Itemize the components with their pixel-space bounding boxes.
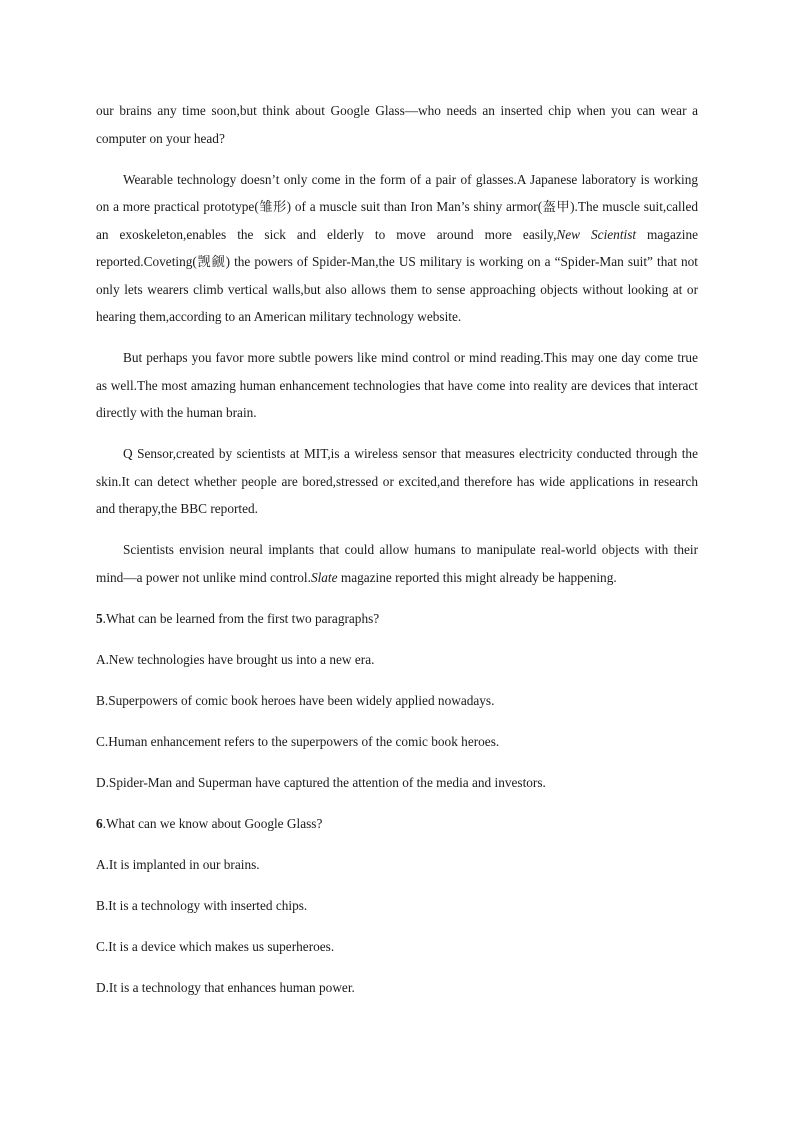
passage-paragraph-3: Q Sensor,created by scientists at MIT,is a wireless sensor that measures electricity conducted through the skin.It can detect whether people are bored,stressed or excited,and therefore has wide applications in research and therapy,the BBC reported. [96,446,698,516]
option-b: B.Superpowers of comic book heroes have been widely applied nowadays. [96,692,495,708]
question-number: 5 [96,610,103,626]
question-stem [96,605,698,633]
option-b: B.It is a technology with inserted chips. [96,897,308,913]
passage-paragraph-4 [96,536,698,591]
passage-paragraph-1 [96,166,698,331]
question-5 [96,605,698,797]
paragraph-4-text-a: Scientists envision neural implants that could allow humans to manipulate real-world objects with their mind—a power not unlike mind control. [96,542,698,585]
question-number: 6 [96,815,103,831]
passage-paragraph-0: our brains any time soon,but think about Google Glass—who needs an inserted chip when you can wear a computer on your head? [96,103,698,146]
option-d: D.It is a technology that enhances human power. [96,979,355,995]
option-a: A.New technologies have brought us into a new era. [96,651,375,667]
question-stem [96,810,698,838]
question-6 [96,810,698,1002]
question-text: .What can be learned from the first two paragraphs? [102,610,380,626]
option-c: C.It is a device which makes us superheroes. [96,938,335,954]
option-a: A.It is implanted in our brains. [96,856,260,872]
paragraph-4-text-b: magazine reported this might already be happening. [337,569,617,585]
magazine-name-slate: Slate [310,569,338,585]
magazine-name-new-scientist: New Scientist [556,226,637,242]
option-c: C.Human enhancement refers to the superpowers of the comic book heroes. [96,733,500,749]
paragraph-1-text-a: Wearable technology doesn’t only come in the form of a pair of glasses.A Japanese laboratory is working on a more practical prototype(雏形) of a muscle suit than Iron Man’s shiny armor(盔甲).The muscle suit,called an exoskeleton,enables the sick and elderly to move around more easily, [96,171,698,242]
option-d: D.Spider-Man and Superman have captured the attention of the media and investors. [96,774,546,790]
paragraph-1-text-b: magazine reported.Coveting(觊觎) the powers of Spider-Man,the US military is working on a “Spider-Man suit” that not only lets wearers climb vertical walls,but also allows them to sense approaching objects without looking at or hearing them,according to an American military technology website. [96,226,698,324]
passage-paragraph-2: But perhaps you favor more subtle powers like mind control or mind reading.This may one day come true as well.The most amazing human enhancement technologies that have come into reality are devices that interact directly with the human brain. [96,350,698,420]
question-text: .What can we know about Google Glass? [102,815,323,831]
